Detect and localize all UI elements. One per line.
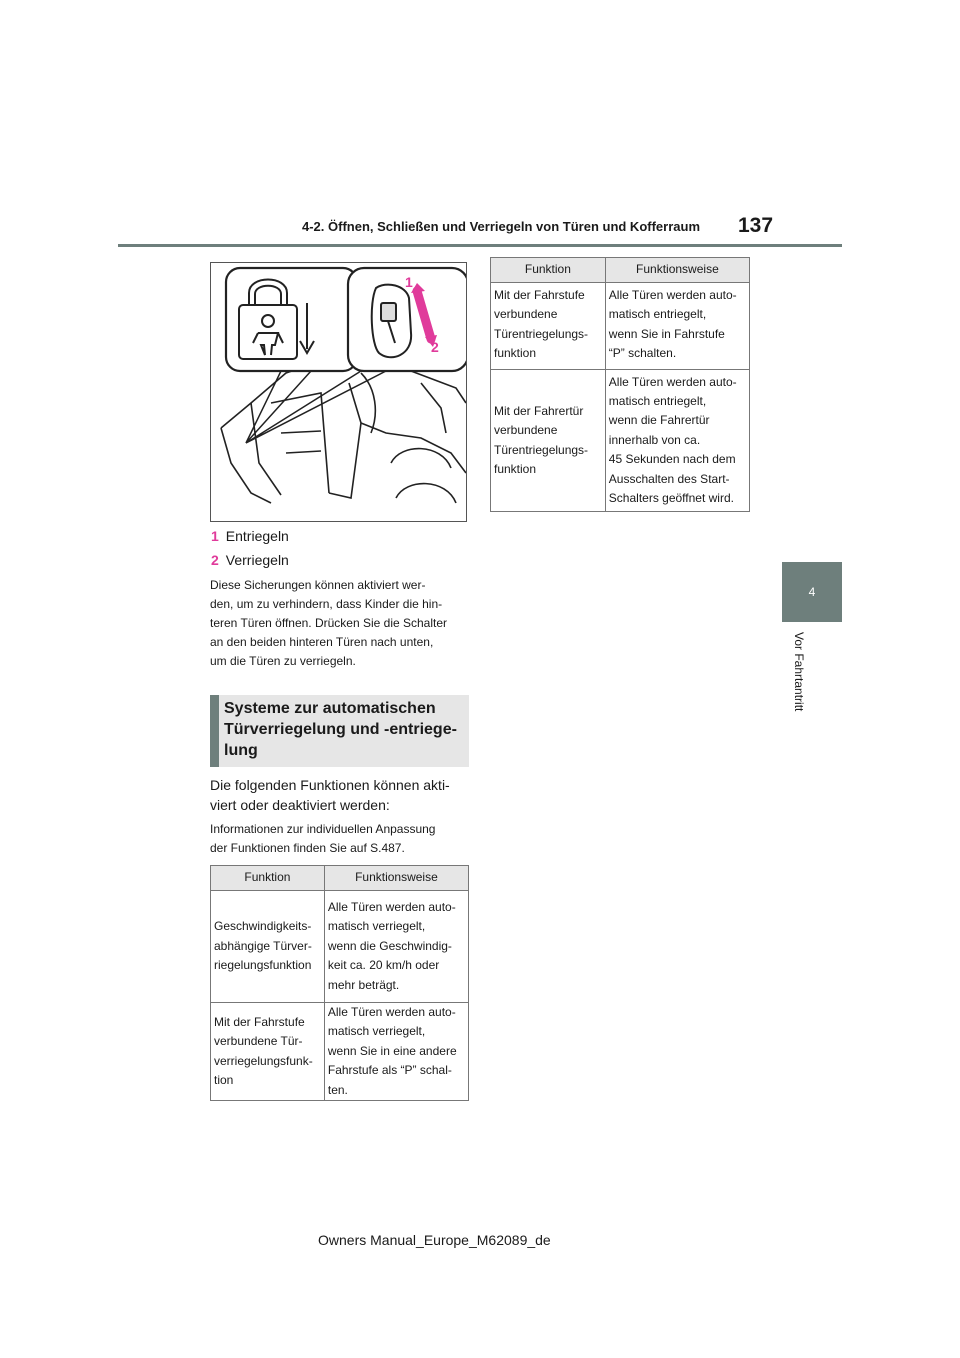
childlock-illustration bbox=[210, 262, 467, 522]
legend-number: 2 bbox=[211, 552, 219, 568]
childlock-description: Diese Sicherungen können aktiviert wer- den, um zu verhindern, dass Kinder die hin- teren Türen öffnen. Drücken Sie die Schalter an den beiden hinteren Türen nach unten, um die Türen zu verriegeln. bbox=[210, 578, 448, 668]
column-header-operation: Funktionsweise bbox=[605, 258, 749, 283]
column-header-function: Funktion bbox=[491, 258, 606, 283]
legend-text: Verriegeln bbox=[225, 552, 289, 568]
function-name: Mit der Fahrstufe verbundene Türentriegelungs- funktion bbox=[494, 288, 589, 361]
page-number: 137 bbox=[738, 214, 774, 237]
legend-item-unlock bbox=[211, 528, 289, 544]
customization-note: Informationen zur individuellen Anpassung der Funktionen finden Sie auf S.487. bbox=[210, 822, 436, 855]
function-operation: Alle Türen werden auto- matisch verriegelt, wenn Sie in eine andere Fahrstufe als “P” schal- ten. bbox=[327, 1005, 457, 1097]
section-intro: Die folgenden Funktionen können akti- viert oder deaktiviert werden: bbox=[210, 777, 450, 813]
table-row bbox=[491, 283, 750, 370]
header-rule bbox=[118, 244, 842, 247]
column-header-operation: Funktionsweise bbox=[324, 866, 468, 891]
function-operation: Alle Türen werden auto- matisch entriegelt, wenn die Fahrertür innerhalb von ca. 45 Sekunden nach dem Ausschalten des Start- Schalters geöffnet wird. bbox=[608, 374, 737, 506]
document-footer: Owners Manual_Europe_M62089_de bbox=[318, 1232, 551, 1248]
function-operation: Alle Türen werden auto- matisch entriegelt, wenn Sie in Fahrstufe “P” schalten. bbox=[608, 288, 737, 361]
section-title: Systeme zur automatischen Türverriegelung und -entriege- lung bbox=[224, 700, 457, 759]
function-operation: Alle Türen werden auto- matisch verriegelt, wenn die Geschwindig- keit ca. 20 km/h oder mehr beträgt. bbox=[327, 899, 456, 992]
table-row bbox=[491, 370, 750, 512]
section-header-title: 4-2. Öffnen, Schließen und Verriegeln von Türen und Kofferraum bbox=[302, 219, 700, 234]
section-heading-bar bbox=[210, 695, 219, 767]
function-name: Mit der Fahrertür verbundene Türentriegelungs- funktion bbox=[494, 403, 589, 476]
chapter-tab bbox=[782, 562, 842, 622]
table-header-row bbox=[491, 258, 750, 283]
legend-item-lock bbox=[211, 552, 289, 568]
function-table-unlock bbox=[490, 257, 750, 512]
table-row bbox=[211, 891, 469, 1003]
callout-1-label: 1 bbox=[405, 274, 413, 290]
function-name: Mit der Fahrstufe verbundene Tür- verriegelungsfunk- tion bbox=[214, 1014, 313, 1087]
column-header-function: Funktion bbox=[211, 866, 325, 891]
childlock-drawing bbox=[211, 263, 467, 522]
table-header-row bbox=[211, 866, 469, 891]
function-name: Geschwindigkeits- abhängige Türver- riegelungsfunktion bbox=[214, 919, 312, 973]
callout-2-label: 2 bbox=[431, 339, 439, 355]
legend-text: Entriegeln bbox=[225, 528, 289, 544]
table-row bbox=[211, 1003, 469, 1101]
legend-number: 1 bbox=[211, 528, 219, 544]
function-table-lock bbox=[210, 865, 469, 1101]
chapter-number: 4 bbox=[808, 585, 816, 599]
chapter-label: Vor Fahrtantritt bbox=[792, 632, 806, 712]
